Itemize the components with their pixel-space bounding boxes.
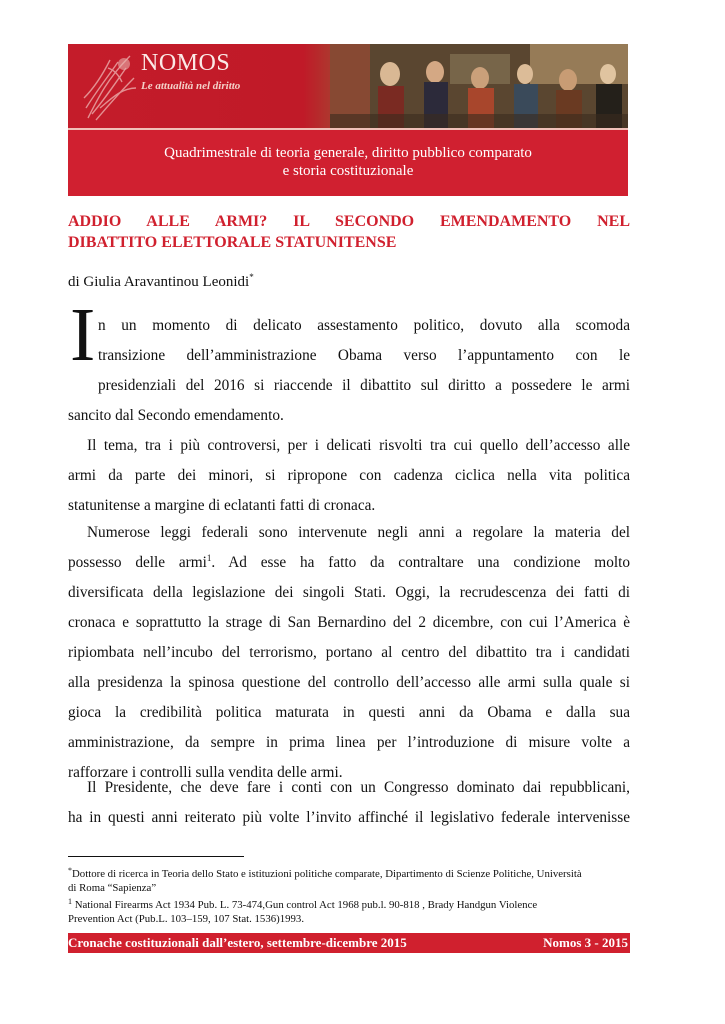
text-line: alla presidenza la spinosa questione del controllo dell’accesso alle armi sulla quale si: [68, 674, 630, 691]
paragraph-3: [68, 518, 630, 788]
text-line: [68, 548, 630, 578]
footnote-reference: 1: [206, 553, 212, 563]
footnote-author: [68, 864, 630, 881]
footnote-text: Prevention Act (Pub.L. 103–159, 107 Stat. 1536)1993.: [68, 913, 305, 925]
text-line: armi da parte dei minori, si ripropone con cadenza ciclica nella vita politica: [68, 467, 630, 484]
footnote-text: Dottore di ricerca in Teoria dello Stato e istituzioni politiche comparate, Dipartimento di Scienze Politiche, Università: [72, 868, 582, 880]
author-byline: [68, 272, 254, 291]
paragraph-1: [68, 311, 630, 431]
text-line: ripiombata nell’incubo del terrorismo, portano al centro del dibattito tra i candidati: [68, 644, 630, 661]
journal-banner: [68, 44, 628, 196]
painting-illustration: [330, 44, 628, 128]
text-segment: possesso delle armi: [68, 554, 207, 571]
footer-issue: Nomos 3 - 2015: [543, 935, 628, 950]
footnotes: [68, 864, 630, 926]
footnote-reference: *: [249, 272, 254, 282]
text-line: gioca la credibilità politica maturata in questi anni da Obama e dalla sua: [68, 704, 630, 721]
text-segment: . Ad esse ha fatto da contraltare una condizione molto: [211, 554, 630, 571]
text-line: Il Presidente, che deve fare i conti con un Congresso dominato dai repubblicani,: [87, 779, 630, 796]
paragraph-4: [68, 773, 630, 833]
banner-divider: [68, 128, 628, 130]
footnote-mark: *: [68, 866, 72, 875]
text-line: Il tema, tra i più controversi, per i delicati risvolti tra cui quello dell’accesso alle: [87, 437, 630, 454]
article-title-line: ADDIO ALLE ARMI? IL SECONDO EMENDAMENTO NEL: [68, 213, 630, 230]
text-line: cronaca e soprattutto la strage di San Bernardino del 2 dicembre, con cui l’America è: [68, 614, 630, 631]
banner-image-strip: [68, 44, 628, 128]
author-name: di Giulia Aravantinou Leonidi: [68, 274, 250, 290]
text-line: diversificata della legislazione dei singoli Stati. Oggi, la recrudescenza dei fatti di: [68, 584, 630, 601]
footnote-divider: [68, 856, 244, 857]
text-line: statunitense a margine di eclatanti fatti di cronaca.: [68, 497, 376, 514]
paragraph-2: [68, 431, 630, 521]
article-title: [68, 211, 630, 253]
text-line: n un momento di delicato assestamento politico, dovuto alla scomoda: [98, 317, 630, 334]
footer-section-title: Cronache costituzionali dall’estero, settembre-dicembre 2015: [68, 935, 407, 950]
footnote-mark: 1: [68, 897, 72, 906]
footnote-1: [68, 895, 630, 912]
text-line: ha in questi anni reiterato più volte l’invito affinché il legislativo federale intervenisse: [68, 809, 630, 826]
journal-description-line: e storia costituzionale: [282, 163, 414, 179]
text-line: presidenziali del 2016 si riaccende il dibattito sul diritto a possedere le armi: [98, 377, 630, 394]
footnote-text: National Firearms Act 1934 Pub. L. 73-474,Gun control Act 1968 pub.l. 90-818 , Brady Handgun Violence: [74, 899, 538, 911]
text-line: transizione dell’amministrazione Obama verso l’appuntamento con le: [98, 347, 630, 364]
nomos-logo-icon: [78, 48, 140, 124]
brand-title: NOMOS: [141, 50, 231, 76]
journal-description-line: Quadrimestrale di teoria generale, diritto pubblico comparato: [164, 145, 532, 161]
journal-description: [68, 144, 628, 180]
text-line: sancito dal Secondo emendamento.: [68, 407, 284, 424]
article-title-line: DIBATTITO ELETTORALE STATUNITENSE: [68, 234, 397, 251]
text-line: amministrazione, da sempre in prima linea per l’introduzione di misure volte a: [68, 734, 630, 751]
text-line: rafforzare i controlli sulla vendita delle armi.: [68, 764, 343, 781]
brand-subtitle: Le attualità nel diritto: [141, 80, 241, 92]
text-line: Numerose leggi federali sono intervenute negli anni a regolare la materia del: [87, 524, 630, 541]
page-footer: [68, 933, 630, 953]
drop-cap: I: [70, 293, 96, 377]
footnote-text: di Roma “Sapienza”: [68, 882, 157, 894]
